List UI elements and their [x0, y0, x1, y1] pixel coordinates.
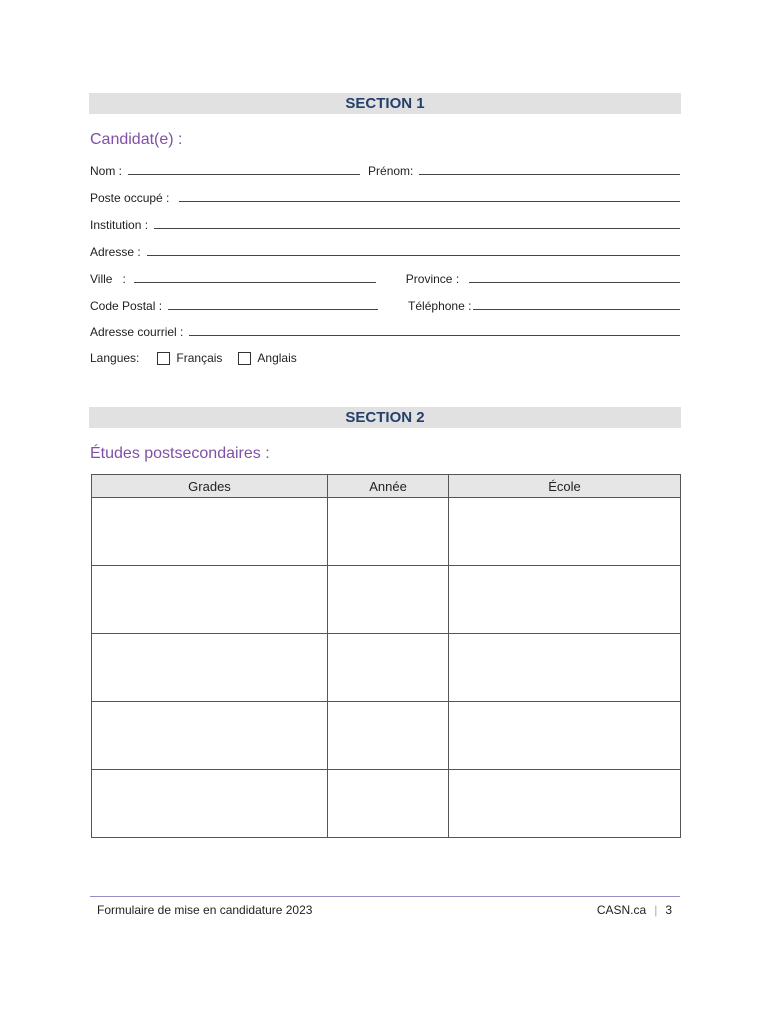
province-field[interactable] — [469, 282, 680, 283]
footer-right — [597, 903, 672, 917]
section-2-title: SECTION 2 — [345, 409, 425, 426]
footer-separator: | — [654, 903, 658, 917]
adresse-label: Adresse : — [90, 245, 141, 259]
anglais-label: Anglais — [257, 351, 297, 365]
ville-field[interactable] — [134, 282, 376, 283]
ecole-cell[interactable] — [449, 702, 681, 770]
section-1-title: SECTION 1 — [345, 95, 425, 112]
nom-label: Nom : — [90, 164, 123, 178]
annee-cell[interactable] — [328, 770, 449, 838]
poste-label: Poste occupé : — [90, 191, 170, 205]
telephone-label: Téléphone : — [408, 299, 472, 313]
row-ville-province — [90, 268, 680, 286]
francais-checkbox[interactable] — [157, 352, 170, 365]
footer-divider — [90, 896, 680, 897]
ecole-cell[interactable] — [449, 770, 681, 838]
grades-cell[interactable] — [92, 634, 328, 702]
ville-label: Ville : — [90, 272, 126, 286]
table-row — [92, 566, 681, 634]
col-annee: Année — [328, 475, 449, 498]
row-adresse — [90, 241, 680, 259]
prenom-field[interactable] — [419, 174, 680, 175]
page-number: 3 — [665, 903, 672, 917]
annee-cell[interactable] — [328, 634, 449, 702]
row-courriel — [90, 321, 680, 339]
courriel-field[interactable] — [189, 335, 680, 336]
table-row — [92, 770, 681, 838]
annee-cell[interactable] — [328, 702, 449, 770]
candidat-heading: Candidat(e) : — [90, 131, 183, 148]
telephone-field[interactable] — [473, 309, 680, 310]
poste-field[interactable] — [179, 201, 680, 202]
etudes-heading: Études postsecondaires : — [90, 445, 270, 462]
code-postal-label: Code Postal : — [90, 299, 163, 313]
province-label: Province : — [405, 272, 460, 286]
nom-field[interactable] — [128, 174, 360, 175]
footer-form-title: Formulaire de mise en candidature 2023 — [97, 903, 313, 917]
table-row — [92, 634, 681, 702]
studies-table — [91, 474, 681, 838]
adresse-field[interactable] — [147, 255, 680, 256]
row-nom-prenom — [90, 160, 680, 178]
ecole-cell[interactable] — [449, 634, 681, 702]
institution-field[interactable] — [154, 228, 680, 229]
section-1-bar — [89, 93, 681, 114]
annee-cell[interactable] — [328, 498, 449, 566]
grades-cell[interactable] — [92, 770, 328, 838]
langues-label: Langues: — [90, 351, 140, 365]
row-poste — [90, 187, 680, 205]
prenom-label: Prénom: — [368, 164, 414, 178]
section-2-bar — [89, 407, 681, 428]
langues-row — [90, 348, 297, 368]
table-row — [92, 498, 681, 566]
ecole-cell[interactable] — [449, 566, 681, 634]
table-header-row — [92, 475, 681, 498]
francais-label: Français — [176, 351, 223, 365]
code-postal-field[interactable] — [168, 309, 378, 310]
annee-cell[interactable] — [328, 566, 449, 634]
grades-cell[interactable] — [92, 498, 328, 566]
courriel-label: Adresse courriel : — [90, 325, 184, 339]
col-grades: Grades — [92, 475, 328, 498]
row-institution — [90, 214, 680, 232]
col-ecole: École — [449, 475, 681, 498]
grades-cell[interactable] — [92, 702, 328, 770]
footer-site: CASN.ca — [596, 903, 647, 917]
anglais-checkbox[interactable] — [238, 352, 251, 365]
table-row — [92, 702, 681, 770]
ecole-cell[interactable] — [449, 498, 681, 566]
row-code-telephone — [90, 295, 680, 313]
grades-cell[interactable] — [92, 566, 328, 634]
institution-label: Institution : — [90, 218, 149, 232]
